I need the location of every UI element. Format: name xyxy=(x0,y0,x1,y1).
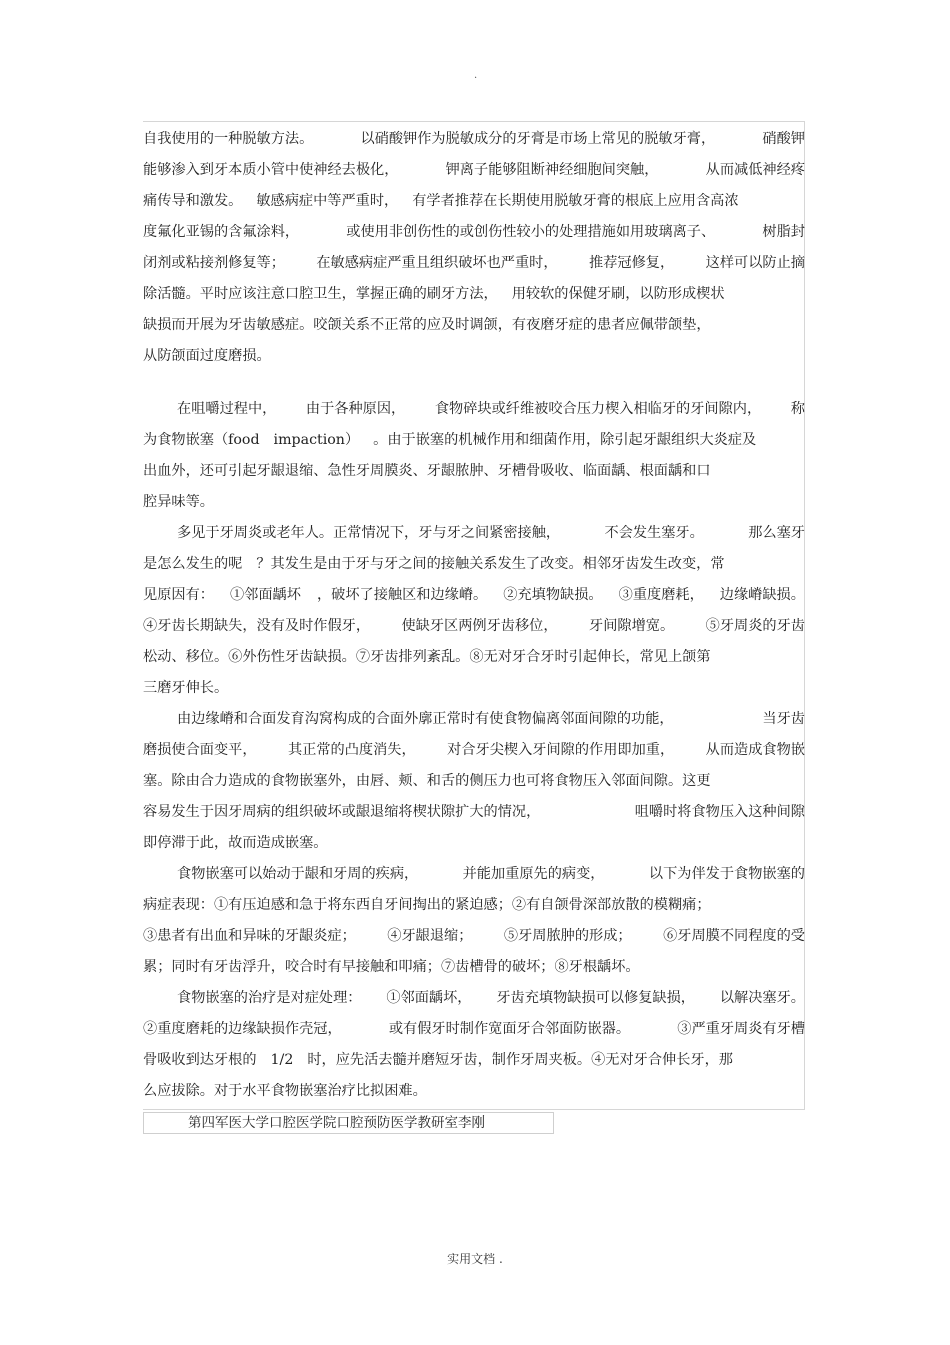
text-segment: 其正常的凸度消失， xyxy=(287,742,416,758)
text-segment: ①邻面龋坏， xyxy=(386,990,472,1006)
text-segment: 除活髓。平时应该注意口腔卫生，掌握正确的刷牙方法， xyxy=(143,286,498,302)
text-segment: 食物嵌塞可以始动于龈和牙周的疾病， xyxy=(177,866,419,882)
text-segment: 或有假牙时制作宽面牙合邻面防嵌器。 xyxy=(388,1021,631,1037)
text-segment: ④牙龈退缩； xyxy=(387,928,473,944)
text-segment: 1/2 xyxy=(270,1052,294,1068)
text-segment: 从而减低神经疼 xyxy=(705,162,805,178)
header-mark: . xyxy=(474,70,478,81)
text-segment: 食物碎块或纤维被咬合压力楔入相临牙的牙间隙内， xyxy=(434,401,762,417)
article-body xyxy=(143,124,805,1107)
text-segment: 骨吸收到达牙根的 xyxy=(143,1052,257,1068)
text-line xyxy=(143,394,805,425)
text-line xyxy=(143,952,805,983)
text-line xyxy=(143,642,805,673)
text-segment: 累；同时有牙齿浮升，咬合时有早接触和叩痛；⑦齿槽骨的破坏；⑧牙根龋坏。 xyxy=(143,959,640,975)
text-segment: 从而造成食物嵌 xyxy=(705,742,805,758)
text-segment: ⑤牙周炎的牙齿 xyxy=(705,618,805,634)
text-line xyxy=(143,425,805,456)
text-segment: 即停滞于此，故而造成嵌塞。 xyxy=(143,835,328,851)
text-segment: 这样可以防止摘 xyxy=(705,255,805,271)
text-segment: 是怎么发生的呢 xyxy=(143,556,243,572)
text-segment: 边缘嵴缺损。 xyxy=(719,587,805,603)
text-segment: ？其发生是由于牙与牙之间的接触关系发生了改变。相邻牙齿发生改变，常 xyxy=(256,556,725,572)
text-segment: 磨损使合面变平， xyxy=(143,742,257,758)
text-segment: 度氟化亚锡的含氟涂料， xyxy=(143,224,300,240)
text-segment: 那么塞牙 xyxy=(748,525,805,541)
text-line xyxy=(143,1014,805,1045)
page-footer: 实用文档 . xyxy=(447,1252,503,1266)
text-line xyxy=(143,766,805,797)
text-segment: 树脂封 xyxy=(762,224,805,240)
text-segment: 自我使用的一种脱敏方法。 xyxy=(143,131,314,147)
text-line xyxy=(143,124,805,155)
text-line xyxy=(143,341,805,372)
text-segment: 多见于牙周炎或老年人。正常情况下，牙与牙之间紧密接触， xyxy=(177,525,561,541)
text-line xyxy=(143,217,805,248)
text-line xyxy=(143,310,805,341)
text-segment: 当牙齿 xyxy=(762,711,805,727)
text-segment: 缺损而开展为牙齿敏感症。咬颌关系不正常的应及时调颌，有夜磨牙症的患者应佩带颌垫， xyxy=(143,317,711,333)
text-line xyxy=(143,186,805,217)
text-segment: ④牙齿长期缺失，没有及时作假牙， xyxy=(143,618,371,634)
text-segment: 并能加重原先的病变， xyxy=(462,866,605,882)
text-segment: 以解决塞牙。 xyxy=(719,990,805,1006)
text-segment: 硝酸钾 xyxy=(762,131,805,147)
text-segment: ⑤牙周脓肿的形成； xyxy=(503,928,632,944)
text-segment: 钾离子能够阻断神经细胞间突触， xyxy=(445,162,659,178)
text-line xyxy=(143,155,805,186)
text-segment: ③重度磨耗， xyxy=(618,587,704,603)
text-segment: 敏感病症中等严重时， xyxy=(256,193,399,209)
text-segment: ③严重牙周炎有牙槽 xyxy=(677,1021,805,1037)
text-line xyxy=(143,828,805,859)
text-segment: 牙齿充填物缺损可以修复缺损， xyxy=(496,990,695,1006)
text-segment: 使缺牙区两例牙齿移位， xyxy=(401,618,558,634)
text-segment: 见原因有： xyxy=(143,587,214,603)
text-line xyxy=(143,797,805,828)
text-segment: 称 xyxy=(790,401,805,417)
text-line xyxy=(143,580,805,611)
text-segment: 时，应先活去髓并磨短牙齿，制作牙周夹板。④无对牙合伸长牙，那 xyxy=(307,1052,733,1068)
text-segment: 能够渗入到牙本质小管中使神经去极化， xyxy=(143,162,399,178)
text-line xyxy=(143,704,805,735)
text-segment: 三磨牙伸长。 xyxy=(143,680,229,696)
text-line xyxy=(143,735,805,766)
text-segment: ，破坏了接触区和边缘嵴。 xyxy=(316,587,488,603)
text-segment: 。由于嵌塞的机械作用和细菌作用，除引起牙龈组织大炎症及 xyxy=(373,432,757,448)
text-line xyxy=(143,248,805,279)
text-segment: 痛传导和激发。 xyxy=(143,193,243,209)
text-segment: ⑥牙周膜不同程度的受 xyxy=(663,928,805,944)
text-segment: 有学者推荐在长期使用脱敏牙膏的根底上应用含高浓 xyxy=(412,193,739,209)
text-segment: 以硝酸钾作为脱敏成分的牙膏是市场上常见的脱敏牙膏， xyxy=(360,131,716,147)
text-segment: 松动、移位。⑥外伤性牙齿缺损。⑦牙齿排列紊乱。⑧无对牙合牙时引起伸长，常见上颌第 xyxy=(143,649,711,665)
text-segment: 以下为伴发于食物嵌塞的 xyxy=(648,866,805,882)
text-line xyxy=(143,1045,805,1076)
text-segment: 对合牙尖楔入牙间隙的作用即加重， xyxy=(447,742,675,758)
text-line xyxy=(143,611,805,642)
text-segment: ③患者有出血和异味的牙龈炎症； xyxy=(143,928,356,944)
text-line xyxy=(143,921,805,952)
text-line xyxy=(143,279,805,310)
text-segment: 从防颌面过度磨损。 xyxy=(143,348,271,364)
text-line xyxy=(143,1076,805,1107)
text-segment: 塞。除由合力造成的食物嵌塞外，由唇、颊、和舌的侧压力也可将食物压入邻面间隙。这更 xyxy=(143,773,711,789)
text-line xyxy=(143,487,805,518)
text-segment: 病症表现：①有压迫感和急于将东西自牙间掏出的紧迫感；②有自颌骨深部放散的模糊痛； xyxy=(143,897,711,913)
text-line xyxy=(143,518,805,549)
text-segment: 闭剂或粘接剂修复等； xyxy=(143,255,285,271)
text-segment: 容易发生于因牙周病的组织破坏或龈退缩将楔状隙扩大的情况， xyxy=(143,804,541,820)
text-line xyxy=(143,456,805,487)
text-segment: 么应拔除。对于水平食物嵌塞治疗比拟困难。 xyxy=(143,1083,427,1099)
text-segment: 由边缘嵴和合面发育沟窝构成的合面外廓正常时有使食物偏离邻面间隙的功能， xyxy=(177,711,674,727)
text-segment: 出血外，还可引起牙龈退缩、急性牙周膜炎、牙龈脓肿、牙槽骨吸收、临面龋、根面龋和口 xyxy=(143,463,711,479)
text-segment: 由于各种原因， xyxy=(305,401,406,417)
text-segment: 用较软的保健牙刷，以防形成楔状 xyxy=(511,286,725,302)
text-segment: 咀嚼时将食物压入这种间隙 xyxy=(634,804,805,820)
text-line xyxy=(143,983,805,1014)
text-segment: 牙间隙增宽。 xyxy=(589,618,675,634)
text-segment: 不会发生塞牙。 xyxy=(604,525,704,541)
author-line: 第四军医大学口腔医学院口腔预防医学教研室李刚 xyxy=(143,1112,554,1134)
text-segment: 或使用非创伤性的或创伤性较小的处理措施如用玻璃离子、 xyxy=(346,224,716,240)
text-segment: 推荐冠修复， xyxy=(589,255,675,271)
text-segment: 腔异味等。 xyxy=(143,494,214,510)
text-line xyxy=(143,549,805,580)
text-segment: 在敏感病症严重且组织破坏也严重时， xyxy=(316,255,558,271)
text-segment: 为食物嵌塞（food xyxy=(143,432,260,448)
text-segment: ②充填物缺损。 xyxy=(503,587,603,603)
text-segment: 食物嵌塞的治疗是对症处理： xyxy=(177,990,362,1006)
text-segment: ②重度磨耗的边缘缺损作壳冠， xyxy=(143,1021,342,1037)
text-line xyxy=(143,890,805,921)
text-line xyxy=(143,673,805,704)
text-segment: 在咀嚼过程中， xyxy=(177,401,277,417)
text-segment: ①邻面龋坏 xyxy=(229,587,301,603)
text-line xyxy=(143,859,805,890)
text-segment: impaction） xyxy=(273,432,360,448)
